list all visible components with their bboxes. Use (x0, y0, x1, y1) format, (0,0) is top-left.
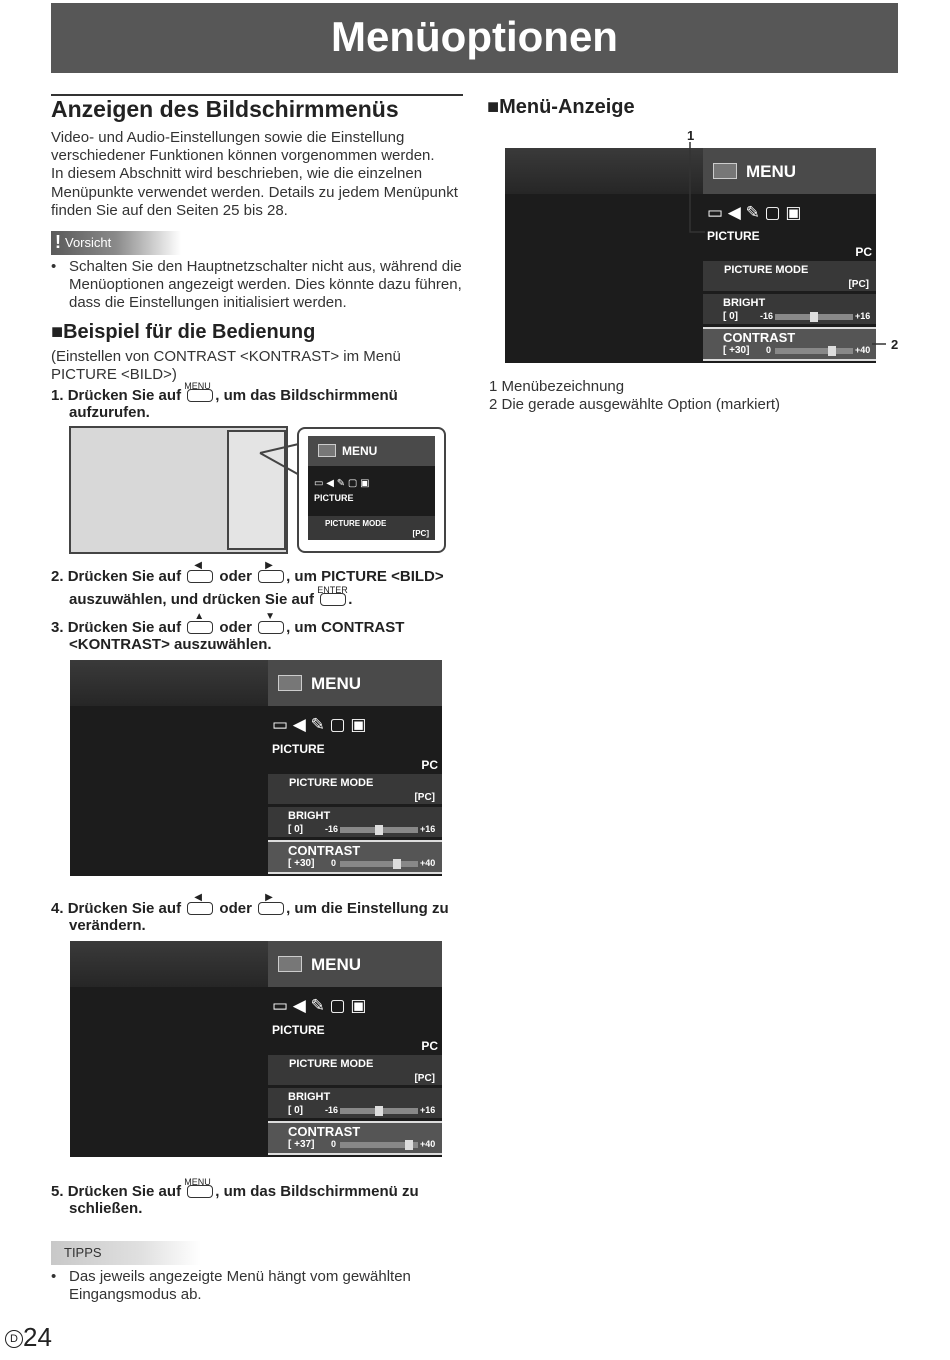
contrast-slider[interactable] (340, 861, 418, 867)
bright-max: +16 (420, 1105, 436, 1115)
section-heading-display-menu: Anzeigen des Bildschirmmenüs (51, 96, 399, 122)
menu-zoom-frame (297, 427, 446, 553)
contrast-max: +40 (420, 858, 436, 868)
callout-number-1: 1 (687, 128, 695, 143)
contrast-row-selected[interactable] (703, 327, 876, 361)
bright-label: BRIGHT (288, 810, 331, 822)
key-caption: ENTER (317, 585, 348, 595)
page-title: Menüoptionen (331, 13, 618, 60)
contrast-row-selected[interactable] (268, 840, 442, 874)
intro-line: Menüpunkte verwendet werden. Details zu jedem Menüpunkt (51, 183, 458, 201)
tips-label (51, 1241, 201, 1265)
step-number: 1. (51, 387, 64, 404)
picture-mode-row[interactable] (268, 774, 442, 804)
subtitle-line: (Einstellen von CONTRAST <KONTRAST> im Menü (51, 348, 401, 365)
step-text: Drücken Sie auf (67, 568, 182, 585)
right-arrow-icon: ▶ (265, 892, 273, 903)
menu-icon (278, 956, 302, 972)
step-2 (51, 560, 471, 608)
contrast-label: CONTRAST (288, 843, 361, 858)
slider-knob[interactable] (375, 825, 383, 835)
menu-screen-step4 (70, 941, 442, 1157)
contrast-row-selected[interactable] (268, 1121, 442, 1155)
caution-text: Vorsicht (65, 235, 112, 250)
down-key-icon (258, 611, 284, 634)
menu-category-icons: ▭ ◀ ✎ ▢ ▣ (707, 203, 802, 222)
right-key-icon (258, 892, 284, 915)
menu-icon (278, 675, 302, 691)
right-arrow-icon: ▶ (265, 560, 273, 571)
step-number: 5. (51, 1183, 64, 1200)
step-text: Drücken Sie auf (67, 387, 182, 404)
tips-bullet (51, 1268, 489, 1304)
contrast-value: [ +37] (288, 1139, 315, 1150)
left-arrow-icon: ◀ (194, 560, 202, 571)
menu-category: PICTURE (707, 229, 760, 243)
contrast-label: CONTRAST (288, 1124, 361, 1139)
bright-max: +16 (420, 824, 436, 834)
left-arrow-icon: ◀ (194, 892, 202, 903)
menu-title: MENU (342, 444, 378, 458)
tips-line: Eingangsmodus ab. (69, 1286, 202, 1304)
intro-line: verschiedener Funktionen können vorgenommen werden. (51, 147, 435, 165)
picture-mode-value: [PC] (412, 529, 429, 538)
bright-slider[interactable] (340, 1108, 418, 1114)
menu-input: PC (421, 1039, 438, 1053)
region-badge: D (5, 1330, 23, 1348)
page-footer (5, 1322, 52, 1353)
menu-header (308, 436, 435, 466)
caution-line: Schalten Sie den Hauptnetzschalter nicht aus, während die (69, 258, 462, 275)
key-caption: MENU (184, 381, 211, 391)
contrast-label: CONTRAST (723, 330, 796, 345)
legend-line: 1 Menübezeichnung (489, 378, 625, 395)
bright-row[interactable] (703, 294, 876, 324)
square-bullet-icon: ■ (487, 96, 500, 118)
caution-label (51, 231, 181, 255)
menu-title: MENU (746, 162, 797, 181)
caution-line: dass die Einstellungen initialisiert werden. (69, 294, 347, 312)
section-heading-text: Menü-Anzeige (499, 96, 635, 118)
section-heading-example (51, 321, 315, 344)
step-5 (51, 1177, 471, 1217)
callout-1-leader (680, 140, 720, 240)
step-4 (51, 892, 471, 934)
intro-line: Video- und Audio-Einstellungen sowie die Einstellung (51, 129, 405, 146)
up-arrow-icon: ▲ (194, 611, 205, 622)
intro-line: finden Sie auf den Seiten 25 bis 28. (51, 201, 288, 219)
key-caption: MENU (184, 1177, 211, 1187)
tips-line: Das jeweils angezeigte Menü hängt vom gewählten (69, 1268, 411, 1285)
caution-line: Menüoptionen angezeigt werden. Dies könnte dazu führen, (69, 276, 462, 294)
section-heading-menu-display (487, 96, 635, 119)
step-number: 2. (51, 568, 64, 585)
menu-screen-step3 (70, 660, 442, 876)
step-text: Drücken Sie auf (67, 1183, 182, 1200)
step-text: Drücken Sie auf (67, 619, 182, 636)
picture-mode-label: PICTURE MODE (289, 1058, 374, 1070)
step-text: , um PICTURE <BILD> (286, 568, 444, 585)
section-rule (51, 94, 463, 96)
step-text: oder (219, 568, 252, 585)
subtitle-line: PICTURE <BILD>) (51, 366, 177, 384)
bright-min: -16 (760, 311, 774, 321)
menu-category: PICTURE (272, 1023, 325, 1037)
bright-value: [ 0] (723, 311, 738, 322)
intro-paragraph (51, 129, 471, 220)
step-1 (51, 381, 471, 421)
menu-category-icons: ▭ ◀ ✎ ▢ ▣ (314, 478, 370, 489)
step-text: , um CONTRAST (286, 619, 405, 636)
bright-row[interactable] (268, 807, 442, 837)
picture-mode-row[interactable] (703, 261, 876, 291)
warning-icon: ! (55, 232, 61, 252)
menu-panel (703, 148, 876, 363)
contrast-value: [ +30] (723, 345, 750, 356)
section-heading-text: Beispiel für die Bedienung (63, 321, 316, 343)
menu-header (268, 660, 442, 706)
tips-label-text: TIPPS (64, 1245, 102, 1260)
picture-mode-value: [PC] (414, 792, 435, 803)
contrast-min: 0 (331, 1139, 337, 1149)
menu-key-icon (184, 381, 213, 402)
step-text: <KONTRAST> auszuwählen. (69, 636, 272, 653)
menu-category-icons: ▭ ◀ ✎ ▢ ▣ (272, 996, 367, 1015)
step-number: 4. (51, 900, 64, 917)
menu-title: MENU (311, 955, 362, 974)
caution-bullet (51, 258, 489, 313)
step-text: auszuwählen, und drücken Sie auf (69, 591, 315, 608)
menu-category: PICTURE (272, 742, 325, 756)
menu-icon (318, 444, 336, 457)
bright-min: -16 (325, 1105, 339, 1115)
callout-2-leader (870, 336, 890, 352)
bright-value: [ 0] (288, 824, 303, 835)
step-text: oder (219, 619, 252, 636)
step-text: aufzurufen. (69, 404, 150, 421)
left-key-icon (187, 892, 213, 915)
bright-slider[interactable] (775, 314, 853, 320)
step-text: , um die Einstellung zu (286, 900, 449, 917)
right-key-icon (258, 560, 284, 583)
bright-value: [ 0] (288, 1105, 303, 1116)
menu-header (268, 941, 442, 987)
example-subtitle (51, 348, 401, 384)
step-text: schließen. (69, 1200, 143, 1217)
step-text: verändern. (69, 917, 146, 934)
title-banner (51, 3, 898, 73)
contrast-slider[interactable] (775, 348, 853, 354)
menu-panel (268, 660, 442, 876)
picture-mode-label: PICTURE MODE (724, 264, 809, 276)
slider-knob[interactable] (810, 312, 818, 322)
menu-legend (489, 378, 780, 414)
slider-knob[interactable] (828, 346, 836, 356)
menu-panel (268, 941, 442, 1157)
slider-knob[interactable] (375, 1106, 383, 1116)
square-bullet-icon: ■ (51, 321, 64, 343)
menu-key-icon (184, 1177, 213, 1198)
bright-label: BRIGHT (723, 297, 766, 309)
menu-input: PC (421, 758, 438, 772)
contrast-value: [ +30] (288, 858, 315, 869)
bright-row[interactable] (268, 1088, 442, 1118)
picture-mode-value: [PC] (414, 1073, 435, 1084)
bright-max: +16 (855, 311, 871, 321)
contrast-min: 0 (766, 345, 772, 355)
picture-mode-label: PICTURE MODE (325, 519, 387, 528)
menu-category-icons: ▭ ◀ ✎ ▢ ▣ (272, 715, 367, 734)
contrast-max: +40 (855, 345, 871, 355)
slider-knob[interactable] (405, 1140, 413, 1150)
picture-mode-value: [PC] (848, 279, 869, 290)
menu-title: MENU (311, 674, 362, 693)
contrast-max: +40 (420, 1139, 436, 1149)
bright-min: -16 (325, 824, 339, 834)
legend-line: 2 Die gerade ausgewählte Option (markiert) (489, 396, 780, 414)
step-text: , um das Bildschirmmenü (215, 387, 398, 404)
picture-mode-row[interactable] (268, 1055, 442, 1085)
intro-line: In diesem Abschnitt wird beschrieben, wie die einzelnen (51, 165, 423, 183)
leader-stroke (690, 142, 705, 232)
bullet-icon: • (51, 1268, 57, 1285)
menu-category: PICTURE (314, 493, 354, 503)
down-arrow-icon: ▼ (265, 611, 275, 622)
page-number: 24 (23, 1322, 52, 1352)
contrast-slider[interactable] (340, 1142, 418, 1148)
bullet-icon: • (51, 258, 57, 275)
step-text: Drücken Sie auf (67, 900, 182, 917)
slider-knob[interactable] (393, 859, 401, 869)
menu-screen-mini (308, 436, 435, 540)
contrast-min: 0 (331, 858, 337, 868)
bright-slider[interactable] (340, 827, 418, 833)
step-text: oder (219, 900, 252, 917)
enter-key-icon (317, 585, 348, 606)
menu-header (703, 148, 876, 194)
bright-label: BRIGHT (288, 1091, 331, 1103)
left-key-icon (187, 560, 213, 583)
step-3 (51, 611, 471, 653)
picture-mode-row (308, 516, 435, 540)
picture-mode-label: PICTURE MODE (289, 777, 374, 789)
menu-input: PC (855, 245, 872, 259)
up-key-icon (187, 611, 213, 634)
step-number: 3. (51, 619, 64, 636)
step-text: , um das Bildschirmmenü zu (215, 1183, 419, 1200)
step-text: . (348, 591, 353, 608)
callout-number-2: 2 (891, 337, 899, 352)
